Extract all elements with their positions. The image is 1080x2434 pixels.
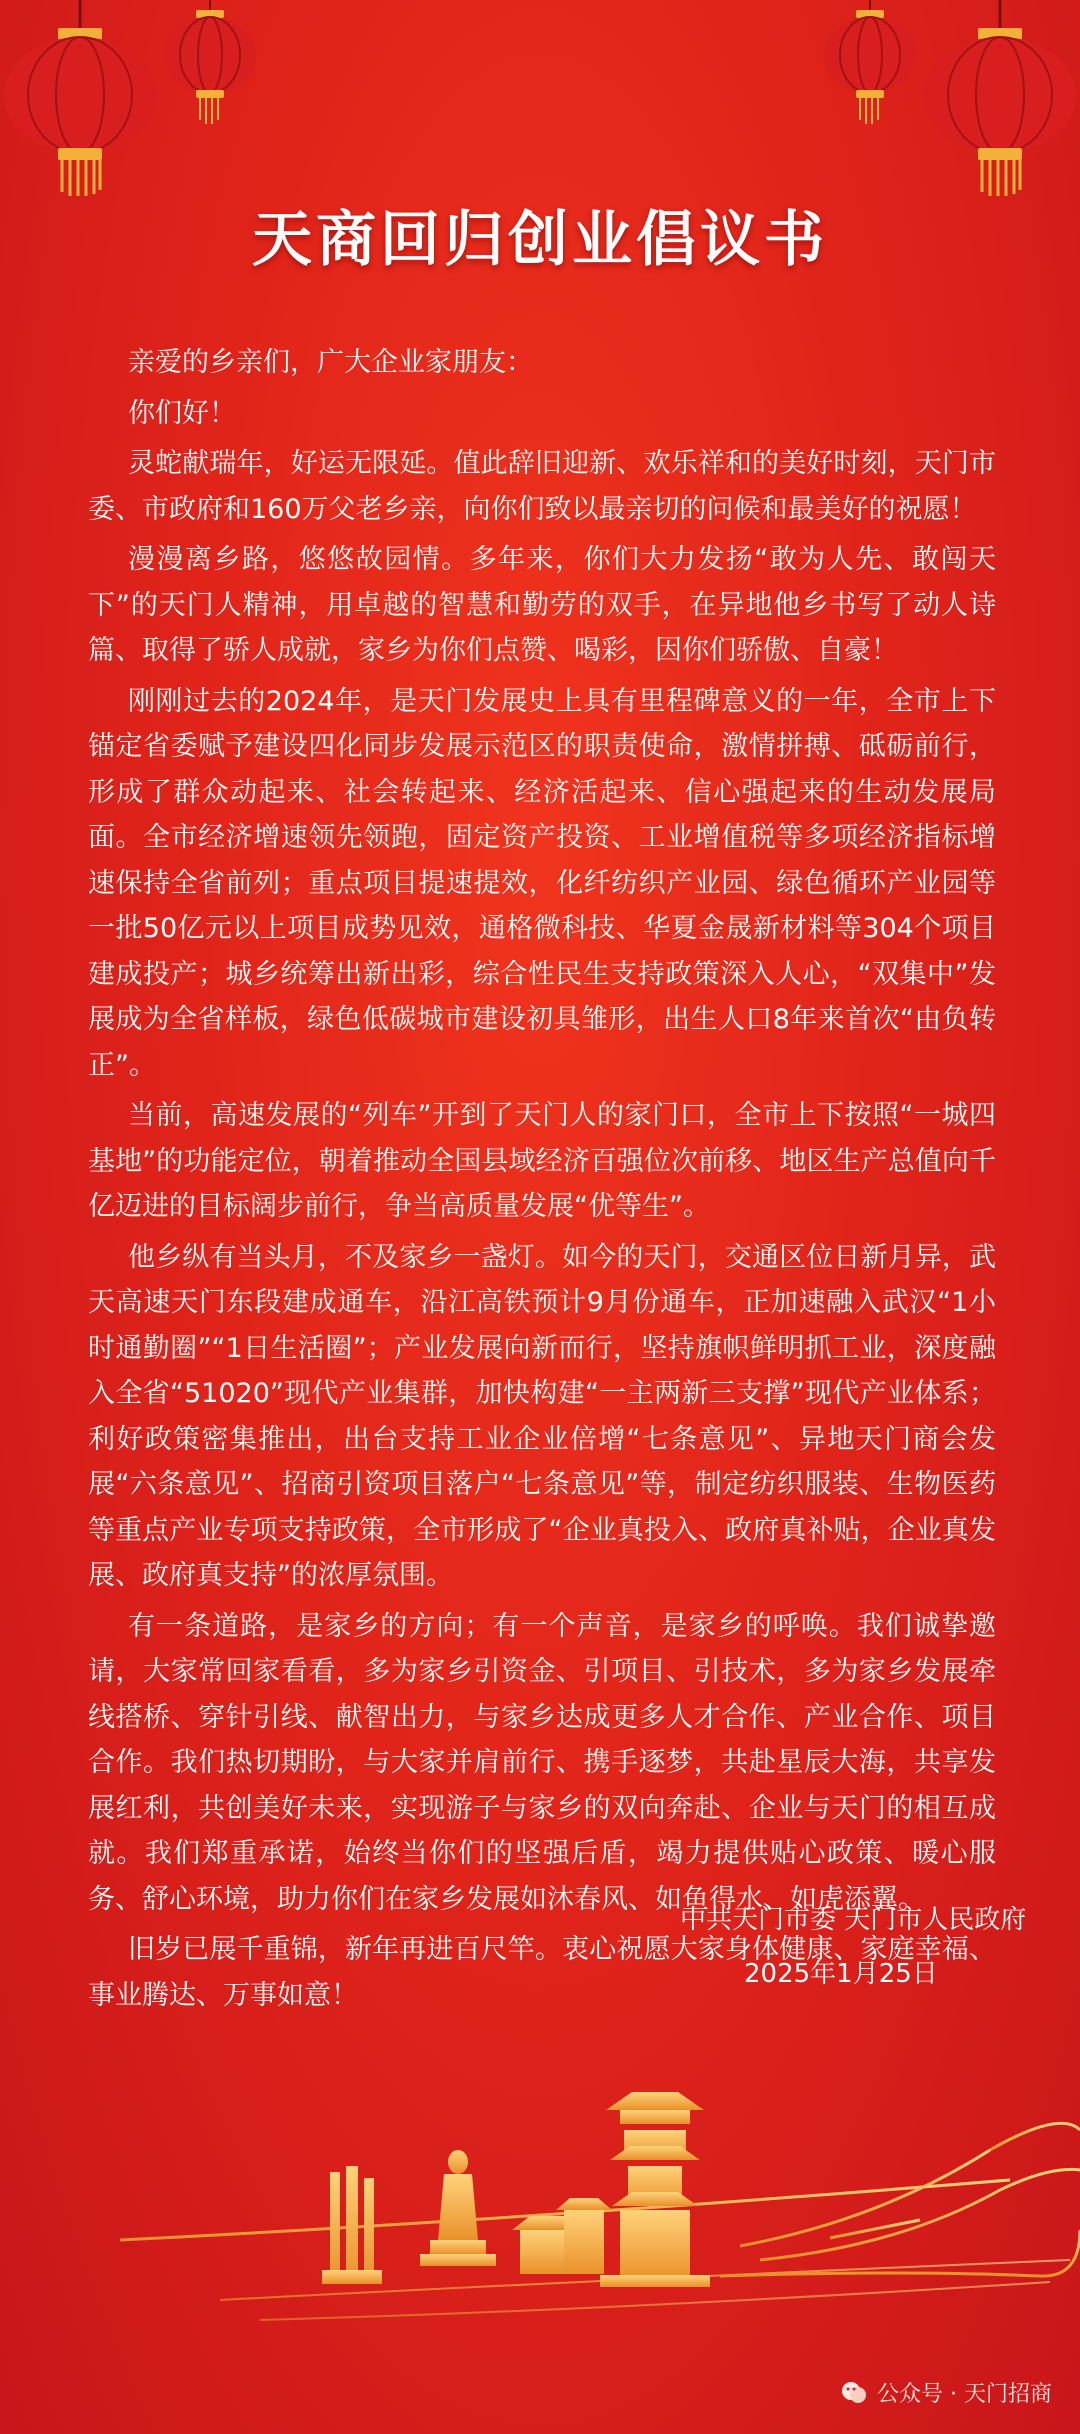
lantern-icon	[820, 0, 920, 130]
lantern-icon	[160, 0, 260, 130]
issue-date: 2025年1月25日	[744, 1959, 938, 1989]
paragraph: 他乡纵有当头月，不及家乡一盏灯。如今的天门，交通区位日新月异，武天高速天门东段建成通车，沿江高铁预计9月份通车，正加速融入武汉“1小时通勤圈”“1日生活圈”；产业发展向新而行，坚持旗帜鲜明抓工业，深度融入全省“51020”现代产业集群，加快构建“一主两新三支撑”现代产业体系；利好政策密集推出，出台支持工业企业倍增“七条意见”、异地天门商会发展“六条意见”、招商引资项目落户“七条意见”等，制定纺织服装、生物医药等重点产业专项支持政策，全市形成了“企业真投入、政府真补贴，企业真发展、政府真支持”的浓厚氛围。	[88, 1241, 996, 1591]
page-title: 天商回归创业倡议书	[252, 205, 828, 275]
watermark	[839, 2377, 1052, 2408]
watermark-text: 公众号 · 天门招商	[877, 2382, 1052, 2407]
greeting: 你们好！	[128, 397, 236, 429]
paragraph: 旧岁已展千重锦，新年再进百尺竿。衷心祝愿大家身体健康、家庭幸福、事业腾达、万事如意！	[88, 1934, 996, 2011]
issuers: 中共天门市委 天门市人民政府	[680, 1905, 1027, 1935]
lantern-icon	[0, 0, 160, 200]
lantern-icon	[920, 0, 1080, 200]
paragraph: 有一条道路，是家乡的方向；有一个声音，是家乡的呼唤。我们诚挚邀请，大家常回家看看，多为家乡引资金、引项目、引技术，多为家乡发展牵线搭桥、穿针引线、献智出力，与家乡达成更多人才合作、产业合作、项目合作。我们热切期盼，与大家并肩前行、携手逐梦，共赴星辰大海，共享发展红利，共创美好未来，实现游子与家乡的双向奔赴、企业与天门的相互成就。我们郑重承诺，始终当你们的坚强后盾，竭力提供贴心政策、暖心服务、舒心环境，助力你们在家乡发展如沐春风、如鱼得水、如虎添翼。	[88, 1610, 996, 1915]
letter-body	[88, 340, 996, 2023]
paragraph: 刚刚过去的2024年，是天门发展史上具有里程碑意义的一年，全市上下锚定省委赋予建设四化同步发展示范区的职责使命，激情拼搏、砥砺前行，形成了群众动起来、社会转起来、经济活起来、信心强起来的生动发展局面。全市经济增速领先领跑，固定资产投资、工业增值税等多项经济指标增速保持全省前列；重点项目提速提效，化纤纺织产业园、绿色循环产业园等一批50亿元以上项目成势见效，通格微科技、华夏金晟新材料等304个项目建成投产；城乡统筹出新出彩，综合性民生支持政策深入人心，“双集中”发展成为全省样板，绿色低碳城市建设初具雏形，出生人口8年来首次“由负转正”。	[88, 685, 996, 1081]
paragraph: 漫漫离乡路，悠悠故园情。多年来，你们大力发扬“敢为人先、敢闯天下”的天门人精神，用卓越的智慧和勤劳的双手，在异地他乡书写了动人诗篇、取得了骄人成就，家乡为你们点赞、喝彩，因你们骄傲、自豪！	[88, 544, 996, 666]
salutation: 亲爱的乡亲们，广大企业家朋友：	[128, 347, 533, 378]
paragraph: 当前，高速发展的“列车”开到了天门人的家门口，全市上下按照“一城四基地”的功能定位，朝着推动全国县域经济百强位次前移、地区生产总值向千亿迈进的目标阔步前行，争当高质量发展“优等生”。	[88, 1100, 996, 1222]
paragraph: 灵蛇献瑞年，好运无限延。值此辞旧迎新、欢乐祥和的美好时刻，天门市委、市政府和160万父老乡亲，向你们致以最亲切的问候和最美好的祝愿！	[88, 448, 996, 525]
wechat-official-account-icon	[839, 2378, 869, 2408]
